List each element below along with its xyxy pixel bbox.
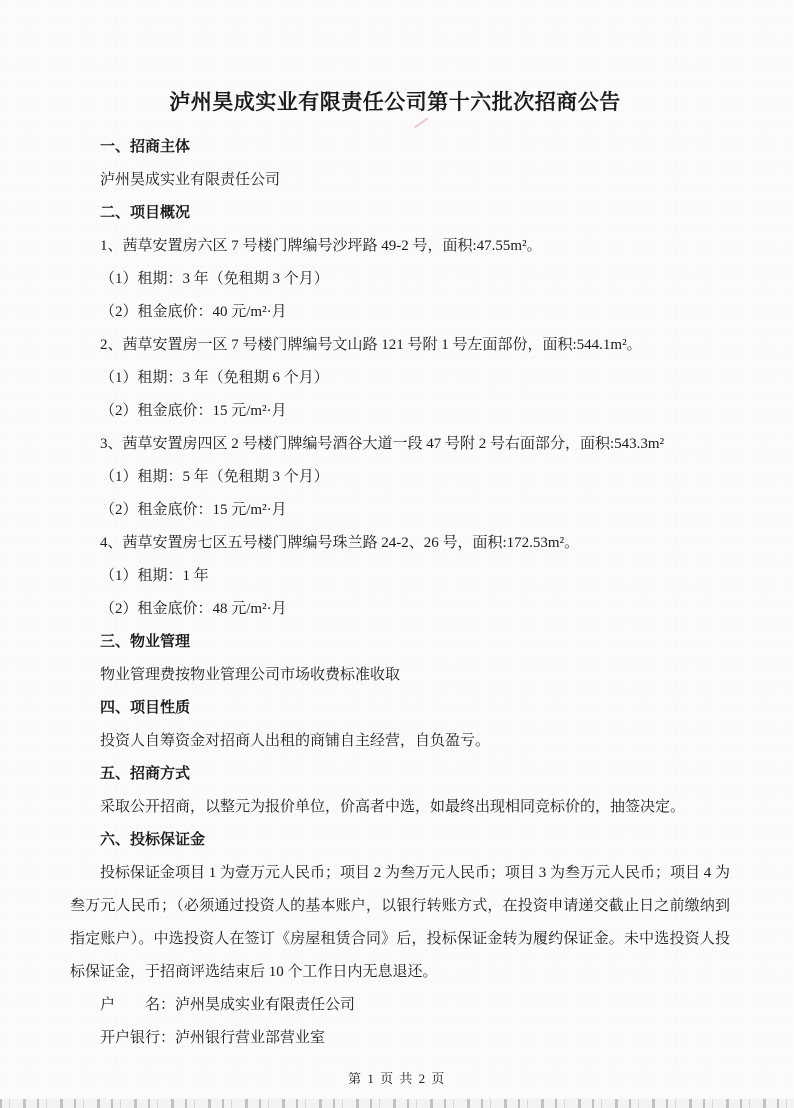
project-4-lease-term: （1）租期：1 年 — [100, 568, 209, 584]
project-1-base-rent: （2）租金底价：40 元/m²·月 — [100, 304, 287, 320]
project-1-lease-term: （1）租期：3 年（免租期 3 个月） — [100, 271, 329, 287]
section-heading-6: 六、投标保证金 — [100, 832, 206, 848]
section-heading-2: 二、项目概况 — [100, 205, 191, 221]
paragraph-property-management: 物业管理费按物业管理公司市场收费标准收取 — [100, 667, 401, 683]
paragraph-bid-deposit: 投标保证金项目 1 为壹万元人民币；项目 2 为叁万元人民币；项目 3 为叁万元人民币；项目 4 为叁万元人民币；（必须通过投资人的基本账户，以银行转账方式，在投资申请递交截止日之前缴纳到指定账户）。中选投资人在签订《房屋租赁合同》后，投标保证金转为履约保证金。未中选投资人投标保证金，于招商评选结束后 10 个工作日内无息退还。 — [70, 865, 731, 980]
paragraph-project-nature: 投资人自筹资金对招商人出租的商铺自主经营，自负盈亏。 — [100, 733, 491, 749]
scan-edge-artifact — [0, 1099, 794, 1108]
document-body — [0, 131, 794, 1055]
project-item-1: 1、茜草安置房六区 7 号楼门牌编号沙坪路 49-2 号，面积:47.55m²。 — [100, 238, 542, 254]
bank-name-line: 开户银行：泸州银行营业部营业室 — [100, 1030, 326, 1046]
project-3-base-rent: （2）租金底价：15 元/m²·月 — [100, 502, 287, 518]
page-number: 第 1 页 共 2 页 — [348, 1071, 446, 1086]
section-heading-4: 四、项目性质 — [100, 700, 191, 716]
project-item-3: 3、茜草安置房四区 2 号楼门牌编号酒谷大道一段 47 号附 2 号右面部分，面积:543.3m² — [100, 436, 665, 452]
project-item-4: 4、茜草安置房七区五号楼门牌编号珠兰路 24-2、26 号，面积:172.53m²。 — [100, 535, 580, 551]
project-2-base-rent: （2）租金底价：15 元/m²·月 — [100, 403, 287, 419]
account-name-line: 户 名：泸州昊成实业有限责任公司 — [100, 997, 356, 1013]
project-4-base-rent: （2）租金底价：48 元/m²·月 — [100, 601, 287, 617]
project-3-lease-term: （1）租期：5 年（免租期 3 个月） — [100, 469, 329, 485]
paragraph-subject: 泸州昊成实业有限责任公司 — [100, 172, 281, 188]
section-heading-3: 三、物业管理 — [100, 634, 191, 650]
project-2-lease-term: （1）租期：3 年（免租期 6 个月） — [100, 370, 329, 386]
project-item-2: 2、茜草安置房一区 7 号楼门牌编号文山路 121 号附 1 号左面部份，面积:544.1m²。 — [100, 337, 642, 353]
section-heading-1: 一、招商主体 — [100, 139, 191, 155]
scan-scratch-artifact — [414, 118, 428, 128]
document-title: 泸州昊成实业有限责任公司第十六批次招商公告 — [169, 90, 621, 114]
paragraph-bidding-method: 采取公开招商，以整元为报价单位，价高者中选，如最终出现相同竞标价的，抽签决定。 — [100, 799, 686, 815]
section-heading-5: 五、招商方式 — [100, 766, 191, 782]
